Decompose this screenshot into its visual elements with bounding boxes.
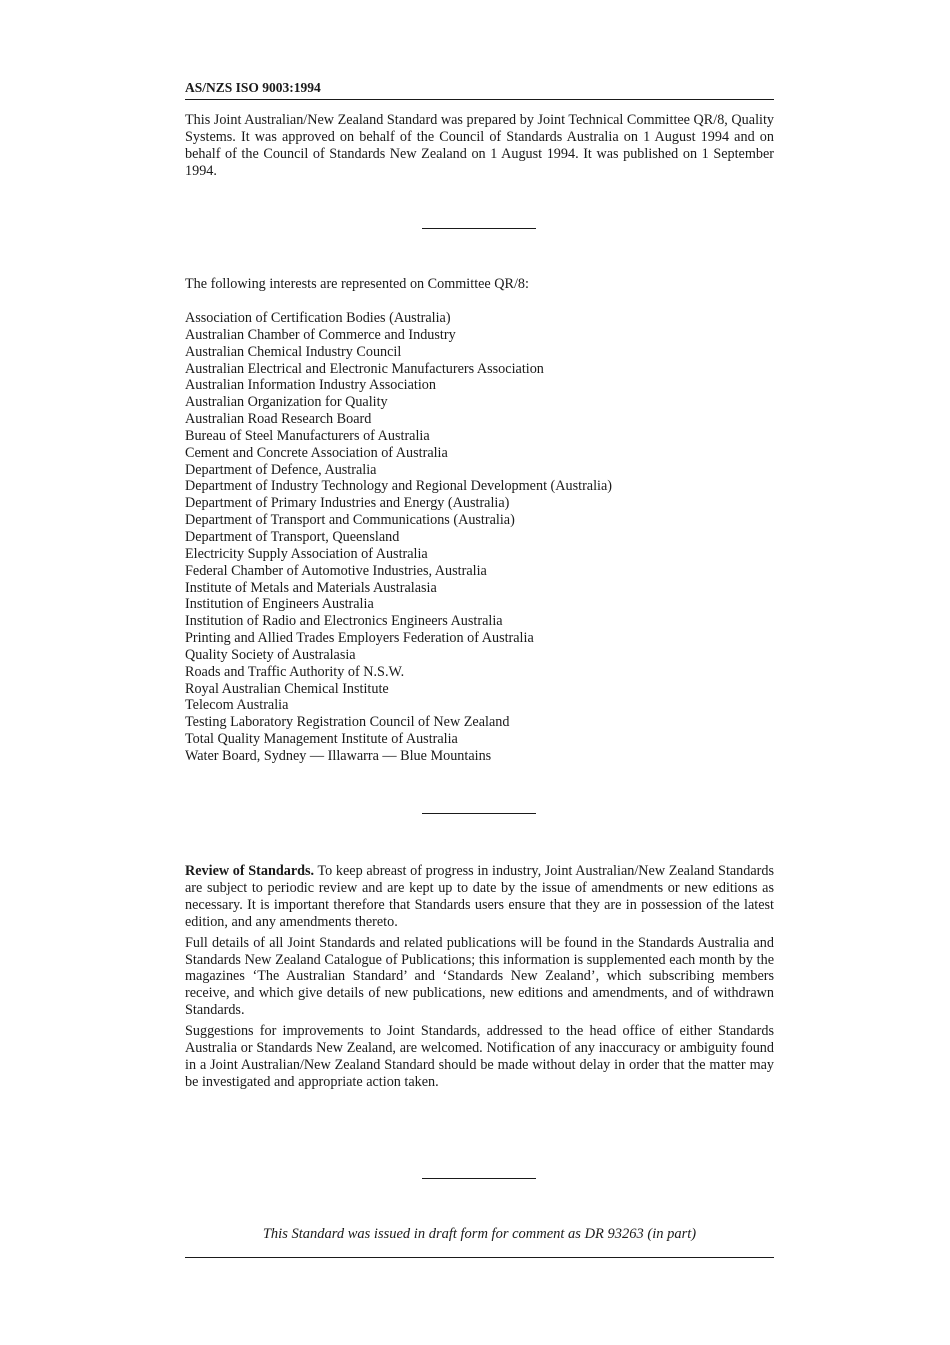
standard-number-header: AS/NZS ISO 9003:1994	[185, 80, 321, 95]
committee-member: Australian Chamber of Commerce and Industry	[185, 326, 456, 343]
committee-member: Australian Chemical Industry Council	[185, 343, 402, 360]
committee-member: Department of Transport and Communications (Australia)	[185, 512, 515, 529]
committee-member: Department of Transport, Queensland	[185, 528, 400, 545]
review-paragraph	[185, 863, 774, 931]
section-divider	[422, 1178, 536, 1179]
committee-member: Institution of Engineers Australia	[185, 596, 374, 613]
committee-member: Australian Information Industry Association	[185, 377, 436, 394]
review-paragraph: Suggestions for improvements to Joint Standards, addressed to the head office of either Standards Australia or Standards New Zealand, are welcomed. Notification of any inaccuracy or ambiguity found in a Joint Australian/New Zealand Standard should be made without delay in order that the matter may be investigated and appropriate action taken.	[185, 1023, 774, 1090]
committee-member: Federal Chamber of Automotive Industries, Australia	[185, 562, 487, 579]
section-divider	[422, 228, 536, 229]
review-heading: Review of Standards.	[185, 863, 315, 879]
committee-member: Cement and Concrete Association of Australia	[185, 444, 448, 461]
committee-member: Testing Laboratory Registration Council of New Zealand	[185, 714, 510, 731]
review-section	[185, 863, 774, 1095]
committee-member: Institute of Metals and Materials Australasia	[185, 579, 437, 596]
committee-member-list	[185, 310, 774, 765]
review-paragraph: Full details of all Joint Standards and related publications will be found in the Standards Australia and Standards New Zealand Catalogue of Publications; this information is supplemented each month by the magazines ‘The Australian Standard’ and ‘Standards New Zealand’, which subscribing members receive, and which give details of new publications, new editions and amendments, and of withdrawn Standards.	[185, 934, 774, 1019]
committee-member: Roads and Traffic Authority of N.S.W.	[185, 663, 405, 680]
committee-member: Total Quality Management Institute of Australia	[185, 731, 458, 748]
committee-member: Water Board, Sydney — Illawarra — Blue Mountains	[185, 747, 492, 764]
committee-member: Department of Industry Technology and Regional Development (Australia)	[185, 478, 613, 495]
review-paragraph-1-text: To keep abreast of progress in industry, Joint Australian/New Zealand Standards are subject to periodic review and are kept up to date by the issue of amendments or new editions as necessary. It is important therefore that Standards users ensure that they are in possession of the latest edition, and any amendments thereto.	[185, 863, 775, 930]
committee-member: Quality Society of Australasia	[185, 646, 356, 663]
committee-member: Printing and Allied Trades Employers Federation of Australia	[185, 630, 534, 647]
committee-member: Electricity Supply Association of Australia	[185, 545, 428, 562]
committee-member: Australian Organization for Quality	[185, 394, 388, 411]
committee-member: Australian Electrical and Electronic Manufacturers Association	[185, 360, 544, 377]
committee-intro: The following interests are represented on Committee QR/8:	[185, 276, 529, 292]
document-page	[185, 0, 774, 1345]
committee-member: Telecom Australia	[185, 697, 289, 714]
header-rule	[185, 99, 774, 100]
committee-member: Institution of Radio and Electronics Engineers Australia	[185, 613, 503, 630]
committee-member: Department of Primary Industries and Energy (Australia)	[185, 495, 510, 512]
committee-member: Association of Certification Bodies (Australia)	[185, 310, 451, 326]
footer-rule	[185, 1257, 774, 1258]
committee-member: Australian Road Research Board	[185, 411, 372, 428]
committee-member: Royal Australian Chemical Institute	[185, 680, 389, 697]
committee-member: Bureau of Steel Manufacturers of Australia	[185, 427, 430, 444]
approval-statement: This Joint Australian/New Zealand Standard was prepared by Joint Technical Committee QR/8, Quality Systems. It was approved on behalf of the Council of Standards Australia on 1 August 1994 and on behalf of the Council of Standards New Zealand on 1 August 1994. It was published on 1 September 1994.	[185, 112, 774, 179]
draft-note: This Standard was issued in draft form for comment as DR 93263 (in part)	[262, 1226, 697, 1242]
committee-member: Department of Defence, Australia	[185, 461, 377, 478]
section-divider	[422, 813, 536, 814]
